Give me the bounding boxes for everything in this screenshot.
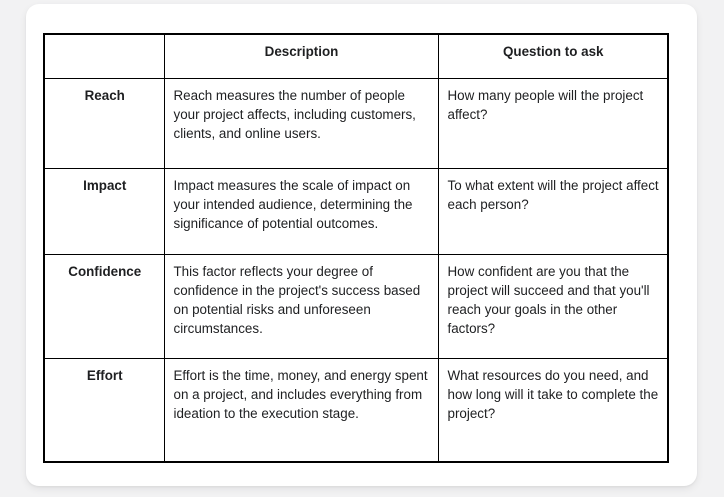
cell-confidence-question: How confident are you that the project will succeed and that you'll reach your goals in the other factors? — [438, 254, 668, 358]
cell-impact-description: Impact measures the scale of impact on your intended audience, determining the significance of potential outcomes. — [164, 168, 438, 254]
table-row-confidence — [44, 254, 668, 358]
cell-reach-description: Reach measures the number of people your project affects, including customers, clients, and online users. — [164, 78, 438, 168]
rice-framework-table — [43, 33, 669, 463]
header-cell-description: Description — [164, 34, 438, 78]
row-label-effort: Effort — [44, 358, 164, 462]
row-label-confidence: Confidence — [44, 254, 164, 358]
row-label-impact: Impact — [44, 168, 164, 254]
header-cell-empty — [44, 34, 164, 78]
cell-effort-question: What resources do you need, and how long will it take to complete the project? — [438, 358, 668, 462]
row-label-reach: Reach — [44, 78, 164, 168]
content-card — [26, 4, 697, 486]
cell-reach-question: How many people will the project affect? — [438, 78, 668, 168]
table-header-row — [44, 34, 668, 78]
cell-effort-description: Effort is the time, money, and energy spent on a project, and includes everything from ideation to the execution stage. — [164, 358, 438, 462]
table-row-reach — [44, 78, 668, 168]
cell-confidence-description: This factor reflects your degree of confidence in the project's success based on potential risks and unforeseen circumstances. — [164, 254, 438, 358]
table-row-effort — [44, 358, 668, 462]
header-cell-question-to-ask: Question to ask — [438, 34, 668, 78]
cell-impact-question: To what extent will the project affect each person? — [438, 168, 668, 254]
table-row-impact — [44, 168, 668, 254]
